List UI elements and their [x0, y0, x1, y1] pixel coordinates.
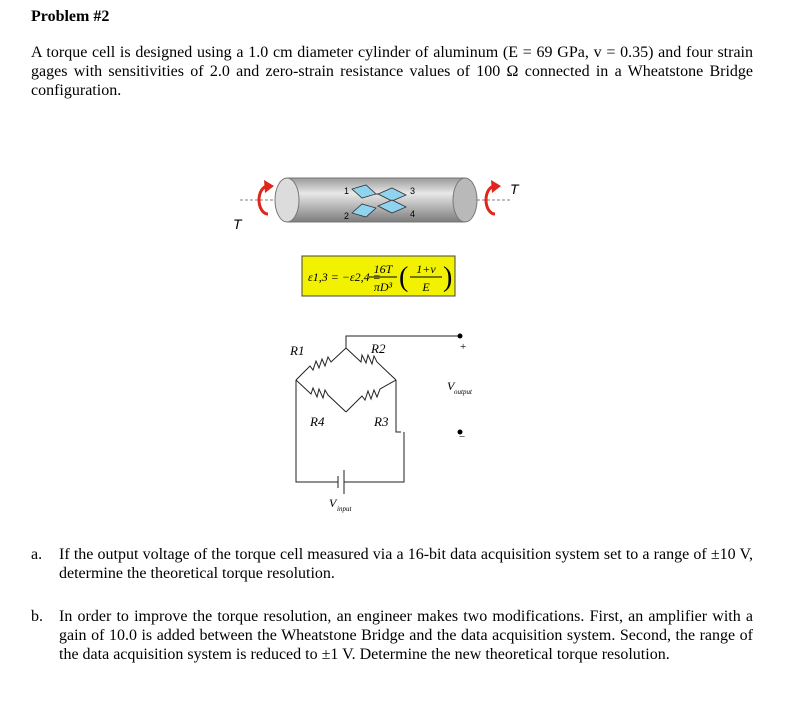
output-terminal-positive	[458, 334, 463, 339]
question-a	[31, 545, 753, 583]
question-b-label: b.	[31, 608, 43, 625]
strain-formula	[302, 256, 455, 296]
resistor-label-r3: R3	[374, 414, 389, 429]
torque-arrow-right-icon	[486, 180, 501, 214]
formula-paren-numerator: 1+v	[416, 262, 436, 276]
gage-label-2: 2	[344, 211, 350, 221]
output-plus-sign: +	[460, 341, 467, 353]
paren-left: (	[399, 262, 409, 293]
question-b	[31, 607, 753, 664]
gage-label-3: 3	[410, 186, 416, 196]
formula-paren-denominator: E	[422, 280, 430, 294]
problem-statement: A torque cell is designed using a 1.0 cm diameter cylinder of aluminum (E = 69 GPa, v = 0.35) and four strain gages with sensitivities of 2.0 and zero-strain resistance values of 100 Ω connected in a Wheatstone Bridge configuration.	[31, 44, 753, 99]
paren-right: )	[443, 262, 453, 293]
formula-denominator: πD³	[373, 280, 393, 294]
question-a-text: If the output voltage of the torque cell measured via a 16-bit data acquisition system set to a range of ±10 V, determine the theoretical torque resolution.	[59, 546, 753, 582]
input-voltage-subscript: input	[337, 505, 352, 513]
resistor-label-r4: R4	[310, 414, 325, 429]
torque-label-right: T	[510, 181, 519, 197]
output-voltage-subscript: output	[454, 388, 472, 396]
resistor-label-r2: R2	[371, 341, 386, 356]
gage-label-1: 1	[344, 186, 350, 196]
question-b-text: In order to improve the torque resolution, an engineer makes two modifications. First, an amplifier with a gain of 10.0 is added between the Wheatstone Bridge and the data acquisition system. Second, the range of the data acquisition system is reduced to ±1 V. Determine the new theoretical torque resolution.	[59, 608, 753, 663]
output-voltage-label: V	[447, 379, 455, 393]
formula-lhs: ε1,3 = −ε2,4 =	[308, 270, 381, 284]
input-voltage-label: V	[329, 496, 337, 510]
question-a-label: a.	[31, 546, 43, 563]
formula-numerator: 16T	[373, 262, 393, 276]
torque-arrow-left-icon	[259, 180, 274, 214]
output-minus-sign: −	[459, 431, 466, 443]
torque-cell-figure	[0, 160, 785, 525]
torque-label-left: T	[233, 216, 242, 232]
gage-label-4: 4	[410, 209, 416, 219]
resistor-label-r1: R1	[290, 343, 305, 358]
aluminum-cylinder	[240, 178, 510, 222]
problem-title: Problem #2	[31, 8, 110, 25]
